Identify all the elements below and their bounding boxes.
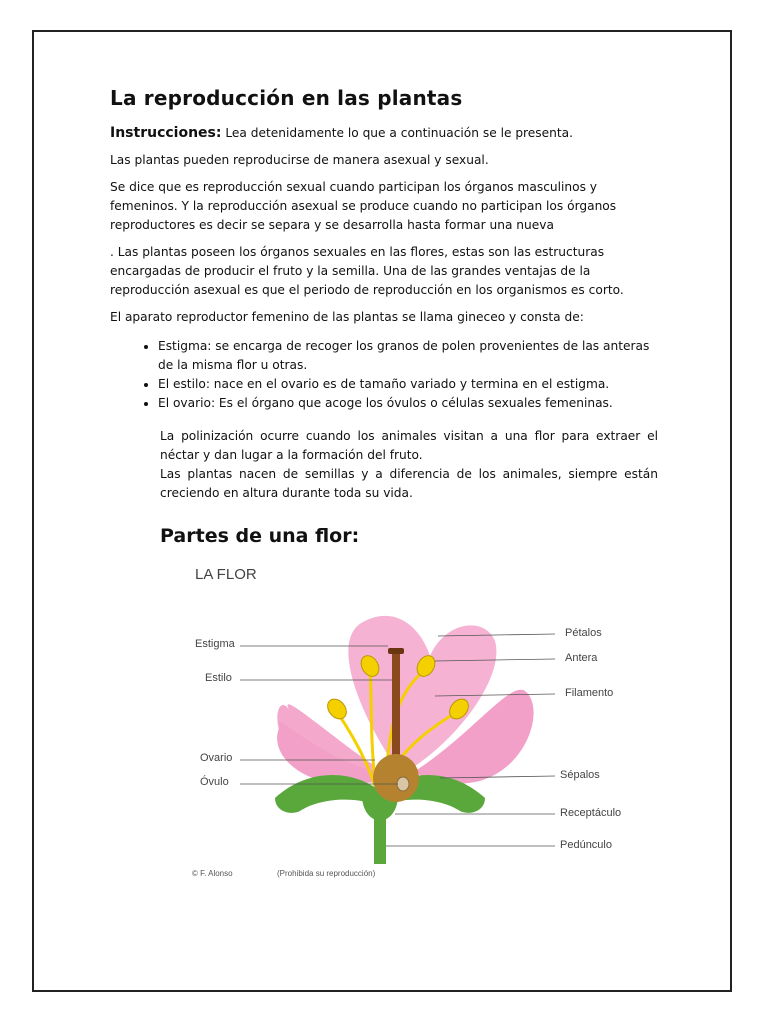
instructions-label: Instrucciones:: [110, 125, 222, 141]
label-ovulo: Óvulo: [200, 776, 229, 788]
label-petalos: Pétalos: [565, 627, 602, 639]
label-sepalos: Sépalos: [560, 769, 600, 781]
flower-diagram-svg: [180, 566, 640, 882]
document-content: [110, 86, 658, 547]
instructions-text: Lea detenidamente lo que a continuación se le presenta.: [221, 126, 573, 140]
instructions-paragraph: [110, 124, 658, 143]
paragraph-1: Las plantas pueden reproducirse de manera asexual y sexual.: [110, 153, 489, 167]
indented-block: [160, 427, 658, 503]
pollination-paragraph: La polinización ocurre cuando los animales visitan a una flor para extraer el néctar y dan lugar a la formación del fruto.: [160, 429, 658, 462]
label-estigma: Estigma: [195, 638, 235, 650]
paragraph-4: El aparato reproductor femenino de las plantas se llama gineceo y consta de:: [110, 310, 584, 324]
list-item: • Estigma: se encarga de recoger los granos de polen provenientes de las anteras de la misma flor u otras.: [158, 337, 658, 375]
flower-diagram: [180, 566, 640, 882]
paragraph-3: . Las plantas poseen los órganos sexuales en las flores, estas son las estructuras encargadas de producir el fruto y la semilla. Una de las grandes ventajas de la reproducción asexual es que el periodo de reproducción en los organismos es corto.: [110, 245, 624, 297]
signature: © F. Alonso: [192, 869, 233, 878]
list-item: • El estilo: nace en el ovario es de tamaño variado y termina en el estigma.: [158, 375, 658, 394]
peduncle: [374, 816, 386, 864]
label-antera: Antera: [565, 652, 598, 664]
gineceo-list: [110, 337, 658, 413]
credit-text: (Prohibida su reproducción): [277, 869, 376, 878]
figure-title: LA FLOR: [195, 566, 257, 583]
paragraph-2: Se dice que es reproducción sexual cuando participan los órganos masculinos y femeninos. Y la reproducción asexual se produce cuando no participan los órganos reproductores es decir se separa y se desarrolla hasta formar una nueva: [110, 180, 617, 232]
stigma: [388, 648, 404, 654]
page-title: La reproducción en las plantas: [110, 86, 463, 110]
style: [392, 652, 400, 760]
list-item: • El ovario: Es el órgano que acoge los óvulos o células sexuales femeninas.: [158, 394, 658, 413]
label-estilo: Estilo: [205, 672, 232, 684]
label-filamento: Filamento: [565, 687, 614, 699]
label-pedunculo: Pedúnculo: [560, 839, 612, 851]
growth-paragraph: Las plantas nacen de semillas y a diferencia de los animales, siempre están creciendo en altura durante toda su vida.: [160, 467, 658, 500]
ovule: [397, 777, 409, 791]
section-heading: Partes de una flor:: [160, 525, 360, 547]
label-receptaculo: Receptáculo: [560, 807, 622, 819]
label-ovario: Ovario: [200, 752, 233, 764]
ovary: [373, 754, 419, 802]
